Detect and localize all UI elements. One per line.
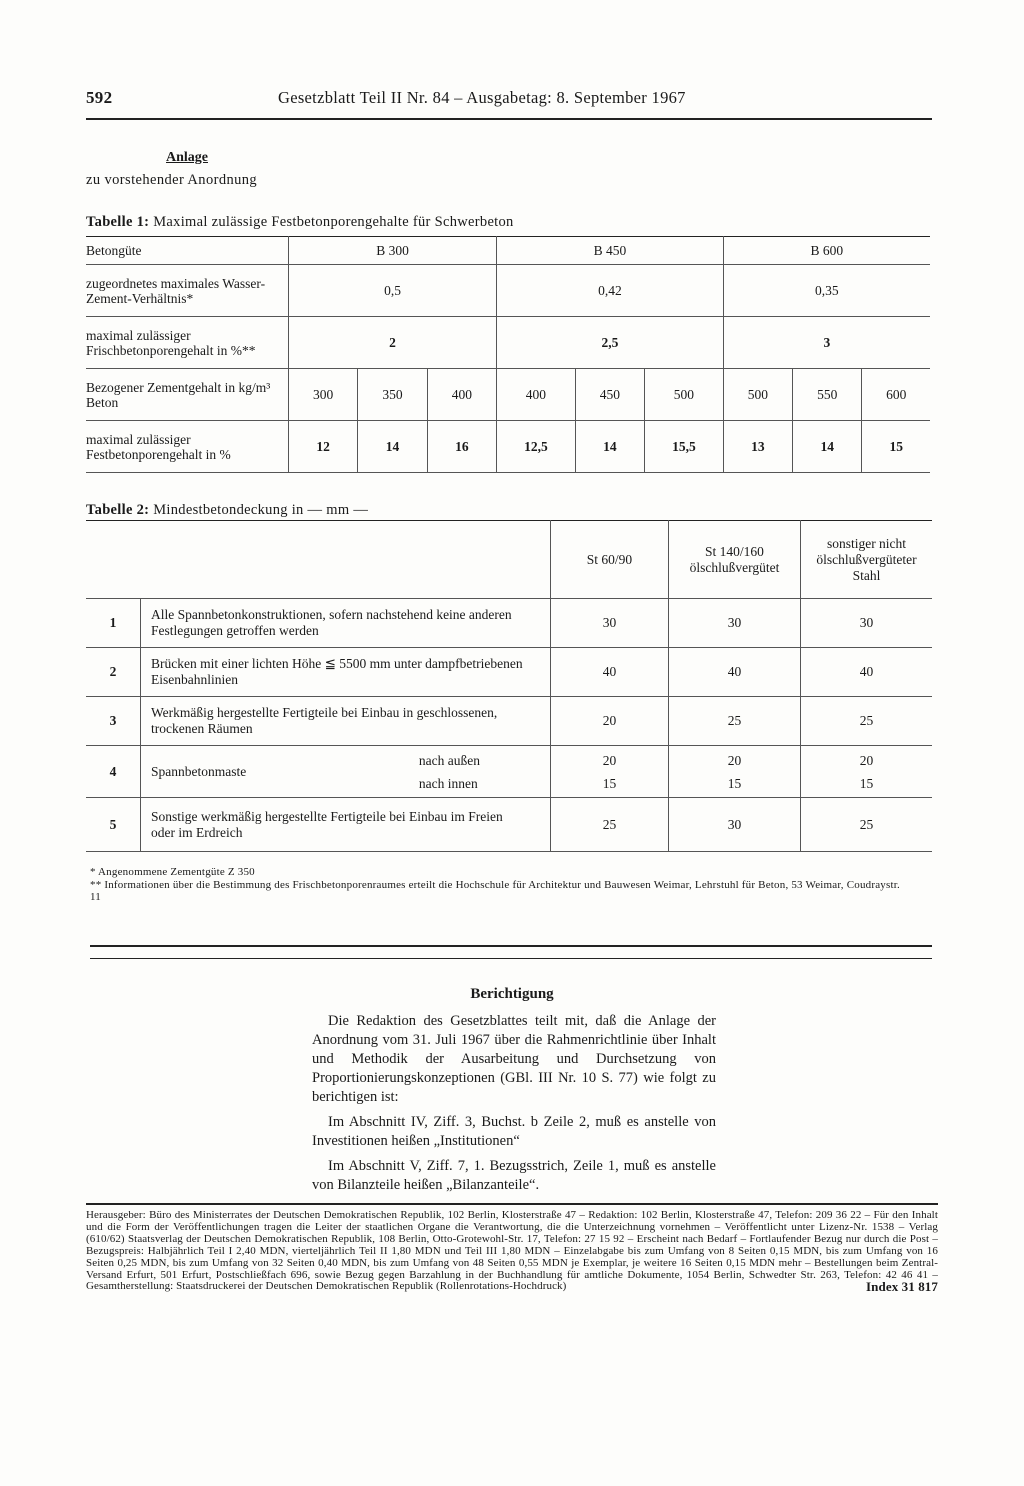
table-row — [86, 237, 930, 265]
table-row — [86, 521, 932, 599]
table-cell: 25 — [551, 798, 669, 852]
impressum — [86, 1210, 938, 1293]
section-rule — [90, 945, 932, 947]
table-cell: 15,5 — [645, 421, 724, 473]
table-cell: 30 — [669, 798, 801, 852]
table-cell: 500 — [645, 369, 724, 421]
grade-header: B 600 — [723, 237, 930, 265]
table-row — [86, 648, 932, 697]
row-text: Sonstige werkmäßig hergestellte Fertigteile bei Einbau im Freien oder im Erdreich — [141, 798, 551, 852]
table-cell: 0,5 — [289, 265, 497, 317]
header-blank-cell — [86, 521, 551, 599]
table-cell: 0,35 — [723, 265, 930, 317]
table-cell: 12,5 — [497, 421, 576, 473]
anlage-title: Anlage — [166, 150, 208, 165]
row-number: 4 — [86, 746, 141, 798]
mast-sub-inner: nach innen — [418, 775, 478, 791]
row-text: Alle Spannbetonkonstruktionen, sofern nachstehend keine anderen Festlegungen getroffen werden — [141, 599, 551, 648]
table-cell: 30 — [669, 599, 801, 648]
row-text: Werkmäßig hergestellte Fertigteile bei Einbau in geschlossenen, trockenen Räumen — [141, 697, 551, 746]
table-row — [86, 798, 932, 852]
table2-caption-text: Mindestbetondeckung in — mm — — [153, 502, 369, 518]
table-cell: 400 — [427, 369, 496, 421]
table-cell: 500 — [723, 369, 792, 421]
running-title: Gesetzblatt Teil II Nr. 84 – Ausgabetag: 8. September 1967 — [278, 88, 686, 107]
table-cell: 600 — [862, 369, 930, 421]
table-cell: 20 — [551, 697, 669, 746]
column-header: St 140/160 ölschlußvergütet — [669, 521, 801, 599]
berichtigung-para: Die Redaktion des Gesetzblattes teilt mit, daß die Anlage der Anordnung vom 31. Juli 1967 über die Rahmenrichtlinie über Inhalt und Methodik der Ausarbeitung und Durchsetzung von Proportionierungskonzeptionen (GBl. III Nr. 10 S. 77) wie folgt zu berichtigen ist: — [312, 1013, 716, 1105]
cell-value: 15 — [602, 775, 617, 791]
table-row — [86, 265, 930, 317]
table-cell: 30 — [551, 599, 669, 648]
table-cell — [669, 746, 801, 798]
row-label-betonguete: Betongüte — [86, 237, 289, 265]
table-cell — [551, 746, 669, 798]
row-number: 5 — [86, 798, 141, 852]
table2-caption-label: Tabelle 2: — [86, 502, 150, 518]
table-row — [86, 697, 932, 746]
grade-header: B 450 — [497, 237, 724, 265]
table-cell: 14 — [358, 421, 427, 473]
table-row — [86, 369, 930, 421]
table-cell: 300 — [289, 369, 358, 421]
table-cell: 0,42 — [497, 265, 724, 317]
table-cell: 3 — [723, 317, 930, 369]
table-row — [86, 317, 930, 369]
footnote-1: * Angenommene Zementgüte Z 350 — [90, 866, 255, 878]
table-cell: 14 — [575, 421, 644, 473]
table1-caption-text: Maximal zulässige Festbetonporengehalte für Schwerbeton — [153, 214, 514, 230]
page-header — [86, 88, 932, 112]
row-label-zement: Bezogener Zementgehalt in kg/m³ Beton — [86, 369, 289, 421]
footnote-2: ** Informationen über die Bestimmung des Frischbetonporenraumes erteilt die Hochschule für Architektur und Bauwesen Weimar, Lehrstuhl für Beton, 53 Weimar, Coudraystr. 11 — [90, 878, 900, 903]
table-cell: 25 — [801, 697, 933, 746]
berichtigung-heading: Berichtigung — [470, 986, 554, 1002]
table1 — [86, 236, 930, 473]
footnotes — [90, 866, 902, 904]
table-row — [86, 746, 932, 798]
cell-value: 20 — [859, 752, 874, 768]
impressum-rule — [86, 1203, 938, 1205]
impressum-text: Herausgeber: Büro des Ministerrates der Deutschen Demokratischen Republik, 102 Berlin, Klosterstraße 47 – Redaktion: 102 Berlin, Klosterstraße 47, Telefon: 209 36 22 – Für den Inhalt und die Form der Veröffentlichungen tragen die Leiter der staatlichen Organe die Verantwortung, die die Unterzeichnung vornehmen – Veröffentlicht unter Lizenz-Nr. 1538 – Verlag (610/62) Staatsverlag der Deutschen Demokratischen Republik, 108 Berlin, Otto-Grotewohl-Str. 17, Telefon: 27 15 92 – Erscheint nach Bedarf – Fortlaufender Bezug nur durch die Post – Bezugspreis: Halbjährlich Teil I 2,40 MDN, vierteljährlich Teil II 1,80 MDN und Teil III 1,80 MDN – Einzelabgabe bis zum Umfang von 8 Seiten 0,15 MDN, bis zum Umfang von 16 Seiten 0,25 MDN, bis zum Umfang von 32 Seiten 0,40 MDN, bis zum Umfang von 48 Seiten 0,55 MDN je Exemplar, je weitere 16 Seiten 0,15 MDN mehr – Bestellungen beim Zentral-Versand Erfurt, 501 Erfurt, Postschließfach 696, sowie Bezug gegen Barzahlung in der Buchhandlung für amtliche Dokumente, 1054 Berlin, Schwedter Str. 263, Telefon: 42 46 41 – Gesamtherstellung: Staatsdruckerei der Deutschen Demokratischen Republik (Rollenrotations-Hochdruck) — [86, 1209, 938, 1293]
table-cell: 450 — [575, 369, 644, 421]
table-cell: 30 — [801, 599, 933, 648]
table1-caption — [86, 214, 514, 231]
table-cell: 13 — [723, 421, 792, 473]
cell-value: 15 — [859, 775, 874, 791]
row-number: 1 — [86, 599, 141, 648]
mast-label: Spannbetonmaste — [151, 763, 247, 779]
table-row — [86, 421, 930, 473]
cell-value: 20 — [727, 752, 742, 768]
table2-caption — [86, 502, 368, 519]
berichtigung-body — [312, 1012, 716, 1201]
table2 — [86, 520, 932, 852]
mast-sub-outer: nach außen — [418, 752, 480, 768]
table-cell: 25 — [669, 697, 801, 746]
berichtigung-para: Im Abschnitt V, Ziff. 7, 1. Bezugsstrich, Zeile 1, muß es anstelle von Bilanzteile heißen „Bilanzanteile“. — [312, 1158, 716, 1193]
berichtigung-para: Im Abschnitt IV, Ziff. 3, Buchst. b Zeile 2, muß es anstelle von Investitionen heißen „Institutionen“ — [312, 1114, 716, 1149]
table-cell: 12 — [289, 421, 358, 473]
column-header: St 60/90 — [551, 521, 669, 599]
anlage-subtitle: zu vorstehender Anordnung — [86, 172, 258, 188]
row-number: 2 — [86, 648, 141, 697]
table-cell: 40 — [801, 648, 933, 697]
row-label-fest: maximal zulässiger Festbetonporengehalt in % — [86, 421, 289, 473]
table-cell: 15 — [862, 421, 930, 473]
table-cell: 350 — [358, 369, 427, 421]
index-number: Index 31 817 — [866, 1279, 938, 1295]
cell-value: 20 — [602, 752, 617, 768]
table-cell: 40 — [551, 648, 669, 697]
table-cell: 16 — [427, 421, 496, 473]
table-cell: 400 — [497, 369, 576, 421]
table-cell: 550 — [793, 369, 862, 421]
page-number: 592 — [86, 88, 113, 107]
cell-value: 15 — [727, 775, 742, 791]
table-row — [86, 599, 932, 648]
table-cell — [801, 746, 933, 798]
row-label-frisch: maximal zulässiger Frischbetonporengehalt in %** — [86, 317, 289, 369]
row-text: Brücken mit einer lichten Höhe ≦ 5500 mm unter dampfbetriebenen Eisenbahnlinien — [141, 648, 551, 697]
row-text-mast — [141, 746, 551, 798]
column-header: sonstiger nicht ölschlußvergüteter Stahl — [801, 521, 933, 599]
header-rule — [86, 118, 932, 120]
table-cell: 2,5 — [497, 317, 724, 369]
row-number: 3 — [86, 697, 141, 746]
table-cell: 14 — [793, 421, 862, 473]
table1-caption-label: Tabelle 1: — [86, 214, 150, 230]
grade-header: B 300 — [289, 237, 497, 265]
table-cell: 25 — [801, 798, 933, 852]
section-rule — [90, 958, 932, 959]
table-cell: 40 — [669, 648, 801, 697]
row-label-wz: zugeordnetes maximales Wasser-Zement-Verhältnis* — [86, 265, 289, 317]
table-cell: 2 — [289, 317, 497, 369]
